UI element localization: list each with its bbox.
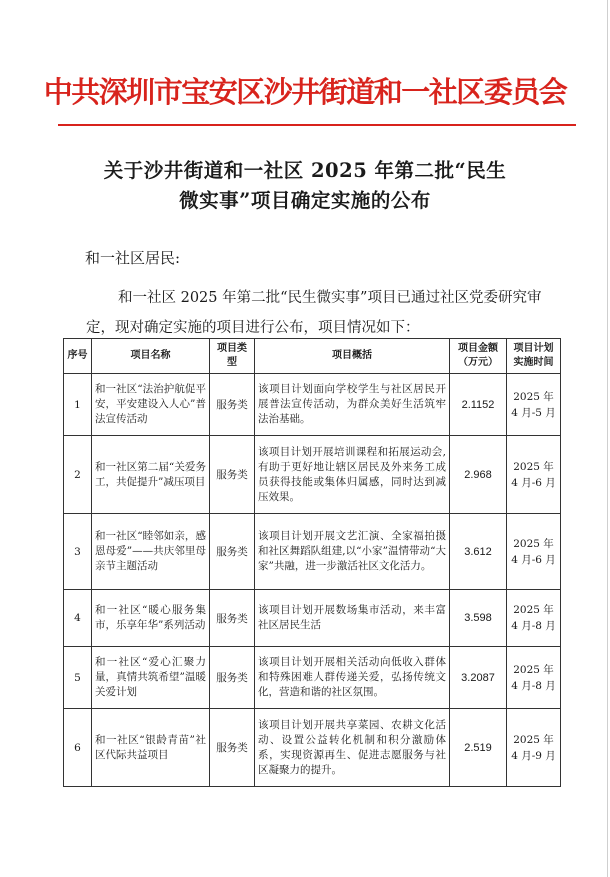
row-no: 6 (64, 709, 92, 787)
row-time-months: 4 月-6 月 (511, 553, 556, 566)
row-name: 和一社区第二届“关爱务工，共促提升”减压项目 (92, 436, 210, 514)
row-type: 服务类 (210, 374, 255, 436)
row-type: 服务类 (210, 436, 255, 514)
row-desc: 该项目计划开展文艺汇演、全家福拍摄和社区舞蹈队组建,以“小家”温情带动“大家”共融，进一步激活社区文化活力。 (255, 514, 450, 590)
row-time-months: 4 月-8 月 (511, 620, 556, 632)
table-header-row (64, 339, 561, 374)
org-header: 中共深圳市宝安区沙井街道和一社区委员会 (43, 75, 567, 109)
row-time (507, 374, 561, 436)
row-name: 和一社区“银龄青苗”社区代际共益项目 (92, 709, 210, 787)
row-name: 和一社区“爱心汇聚力量，真情共筑希望”温暖关爱计划 (92, 647, 210, 709)
row-amount: 2.519 (450, 709, 507, 787)
row-time-months: 4 月-9 月 (511, 749, 556, 762)
row-time (507, 514, 561, 590)
page-edge-line (607, 0, 608, 877)
row-no: 5 (64, 647, 92, 709)
table-row (64, 374, 561, 436)
row-amount: 2.1152 (450, 374, 507, 436)
row-time-year: 2025 年 (513, 537, 554, 550)
document-title (60, 156, 550, 216)
table-row (64, 514, 561, 590)
row-time-months: 4 月-8 月 (511, 679, 556, 692)
row-name: 和一社区“法治护航促平安，平安建设入人心”普法宣传活动 (92, 374, 210, 436)
row-amount: 2.968 (450, 436, 507, 514)
header-desc: 项目概括 (255, 339, 450, 374)
table-row (64, 590, 561, 647)
row-time (507, 709, 561, 787)
row-type: 服务类 (210, 709, 255, 787)
row-time-year: 2025 年 (513, 460, 554, 473)
row-time (507, 647, 561, 709)
row-desc: 该项目计划面向学校学生与社区居民开展普法宣传活动，为群众美好生活筑牢法治基础。 (255, 374, 450, 436)
row-time-year: 2025 年 (513, 733, 554, 746)
row-no: 4 (64, 590, 92, 647)
row-no: 3 (64, 514, 92, 590)
header-name: 项目名称 (92, 339, 210, 374)
row-name: 和一社区“暖心服务集市，乐享年华”系列活动 (92, 590, 210, 647)
header-amount: 项目金额（万元） (450, 339, 507, 374)
row-desc: 该项目计划开展共享菜园、农耕文化活动、设置公益转化机制和积分激励体系，实现资源再生、促进志愿服务与社区凝聚力的提升。 (255, 709, 450, 787)
table-row (64, 709, 561, 787)
row-time-months: 4 月-5 月 (511, 406, 556, 419)
row-desc: 该项目计划开展数场集市活动，来丰富社区居民生活 (255, 590, 450, 647)
row-amount: 3.2087 (450, 647, 507, 709)
header-no: 序号 (64, 339, 92, 374)
row-time-year: 2025 年 (513, 663, 554, 676)
row-time-months: 4 月-6 月 (511, 476, 556, 489)
row-type: 服务类 (210, 647, 255, 709)
row-name: 和一社区“睦邻如亲，感恩母爱”——共庆邻里母亲节主题活动 (92, 514, 210, 590)
row-time-year: 2025 年 (513, 604, 554, 616)
intro-paragraph: 和一社区 2025 年第二批“民生微实事”项目已通过社区党委研究审定，现对确定实施的项目进行公布，项目情况如下： (86, 290, 542, 336)
title-line-1: 关于沙井街道和一社区 2025 年第二批“民生 (103, 159, 507, 182)
row-desc: 该项目计划开展相关活动向低收入群体和特殊困难人群传递关爱，弘扬传统文化，营造和谐的社区氛围。 (255, 647, 450, 709)
row-amount: 3.598 (450, 590, 507, 647)
row-no: 1 (64, 374, 92, 436)
row-time (507, 436, 561, 514)
row-type: 服务类 (210, 514, 255, 590)
header-rule (58, 124, 576, 126)
row-amount: 3.612 (450, 514, 507, 590)
row-desc: 该项目计划开展培训课程和拓展运动会,有助于更好地让辖区居民及外来务工成员获得技能或集体归属感，同时达到减压效果。 (255, 436, 450, 514)
row-time-year: 2025 年 (513, 390, 554, 403)
row-type: 服务类 (210, 590, 255, 647)
header-type: 项目类型 (210, 339, 255, 374)
table-row (64, 436, 561, 514)
row-no: 2 (64, 436, 92, 514)
table-row (64, 647, 561, 709)
project-table (63, 338, 561, 787)
salutation: 和一社区居民: (85, 249, 181, 267)
title-line-2: 微实事”项目确定实施的公布 (179, 189, 431, 212)
header-time: 项目计划实施时间 (507, 339, 561, 374)
row-time (507, 590, 561, 647)
